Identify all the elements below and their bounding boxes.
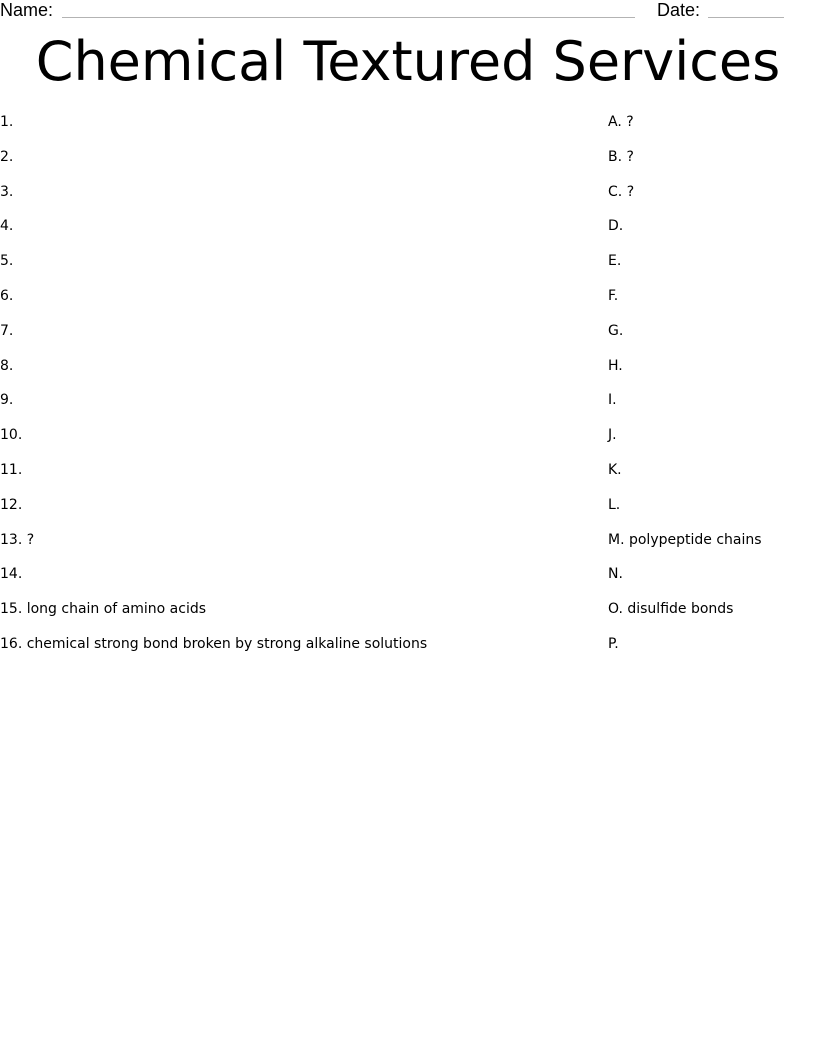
answer-item-label: H. <box>608 357 623 374</box>
answer-item-label: C. <box>608 183 623 200</box>
question-item-label: 6. <box>0 287 14 304</box>
answer-item-label: I. <box>608 392 617 409</box>
question-item <box>0 251 590 286</box>
question-item-text: chemical strong bond broken by strong alkaline solutions <box>26 635 428 652</box>
answer-item-label: G. <box>608 322 624 339</box>
answer-item <box>608 564 813 599</box>
answer-item-label: B. <box>608 148 623 165</box>
question-item <box>0 147 590 182</box>
answer-item-label: F. <box>608 287 619 304</box>
answer-item-text: ? <box>626 148 634 165</box>
question-item-label: 8. <box>0 357 14 374</box>
answer-item <box>608 216 813 251</box>
question-item <box>0 460 590 495</box>
answer-item-label: A. <box>608 114 622 130</box>
question-item <box>0 564 590 599</box>
question-item-label: 10. <box>0 427 23 444</box>
question-item <box>0 182 590 217</box>
answer-item <box>608 251 813 286</box>
name-blank-line <box>62 17 635 18</box>
question-item <box>0 286 590 321</box>
answer-item-text: polypeptide chains <box>628 531 762 548</box>
answer-item <box>608 147 813 182</box>
question-item-label: 7. <box>0 322 14 339</box>
question-item-label: 12. <box>0 496 23 513</box>
answer-item-text: disulfide bonds <box>627 601 734 618</box>
question-item-label: 16. <box>0 635 23 652</box>
answer-item-label: L. <box>608 496 621 513</box>
question-item <box>0 495 590 530</box>
answer-item-label: K. <box>608 461 622 478</box>
answer-item <box>608 495 813 530</box>
page-title: Chemical Textured Services <box>35 30 781 93</box>
answer-item-label: P. <box>608 635 619 652</box>
answer-item <box>608 530 813 565</box>
answer-item <box>608 390 813 425</box>
answer-item <box>608 182 813 217</box>
answer-item <box>608 286 813 321</box>
question-item <box>0 390 590 425</box>
answers-list <box>608 112 813 669</box>
answer-item <box>608 634 813 669</box>
question-item-label: 3. <box>0 183 14 200</box>
question-item-label: 2. <box>0 148 14 165</box>
date-blank-line <box>708 17 784 18</box>
question-item-label: 13. <box>0 531 23 548</box>
question-item-label: 4. <box>0 218 14 235</box>
answer-item-label: E. <box>608 253 622 270</box>
question-item <box>0 425 590 460</box>
answer-item-label: J. <box>608 427 617 444</box>
question-item <box>0 599 590 634</box>
question-item <box>0 112 590 147</box>
question-item <box>0 356 590 391</box>
question-item <box>0 216 590 251</box>
answer-item <box>608 112 813 147</box>
answer-item <box>608 460 813 495</box>
question-item-label: 11. <box>0 461 23 478</box>
answer-item <box>608 425 813 460</box>
question-item-text: ? <box>26 531 35 548</box>
question-item <box>0 321 590 356</box>
answer-item-text: ? <box>626 114 634 130</box>
worksheet-header <box>0 0 816 24</box>
question-item <box>0 634 590 669</box>
answer-item-label: M. <box>608 531 625 548</box>
questions-list <box>0 112 590 669</box>
question-item-label: 14. <box>0 566 23 583</box>
answer-item-label: N. <box>608 566 623 583</box>
question-item-label: 15. <box>0 601 23 618</box>
question-item-label: 1. <box>0 114 14 130</box>
question-item-label: 9. <box>0 392 14 409</box>
question-item-text: long chain of amino acids <box>26 601 207 618</box>
question-item <box>0 530 590 565</box>
question-item-label: 5. <box>0 253 14 270</box>
answer-item-text: ? <box>626 183 635 200</box>
answer-item-label: D. <box>608 218 624 235</box>
answer-item <box>608 321 813 356</box>
answer-item <box>608 599 813 634</box>
name-label: Name: <box>0 0 54 20</box>
answer-item <box>608 356 813 391</box>
date-label: Date: <box>657 0 701 20</box>
answer-item-label: O. <box>608 601 623 618</box>
